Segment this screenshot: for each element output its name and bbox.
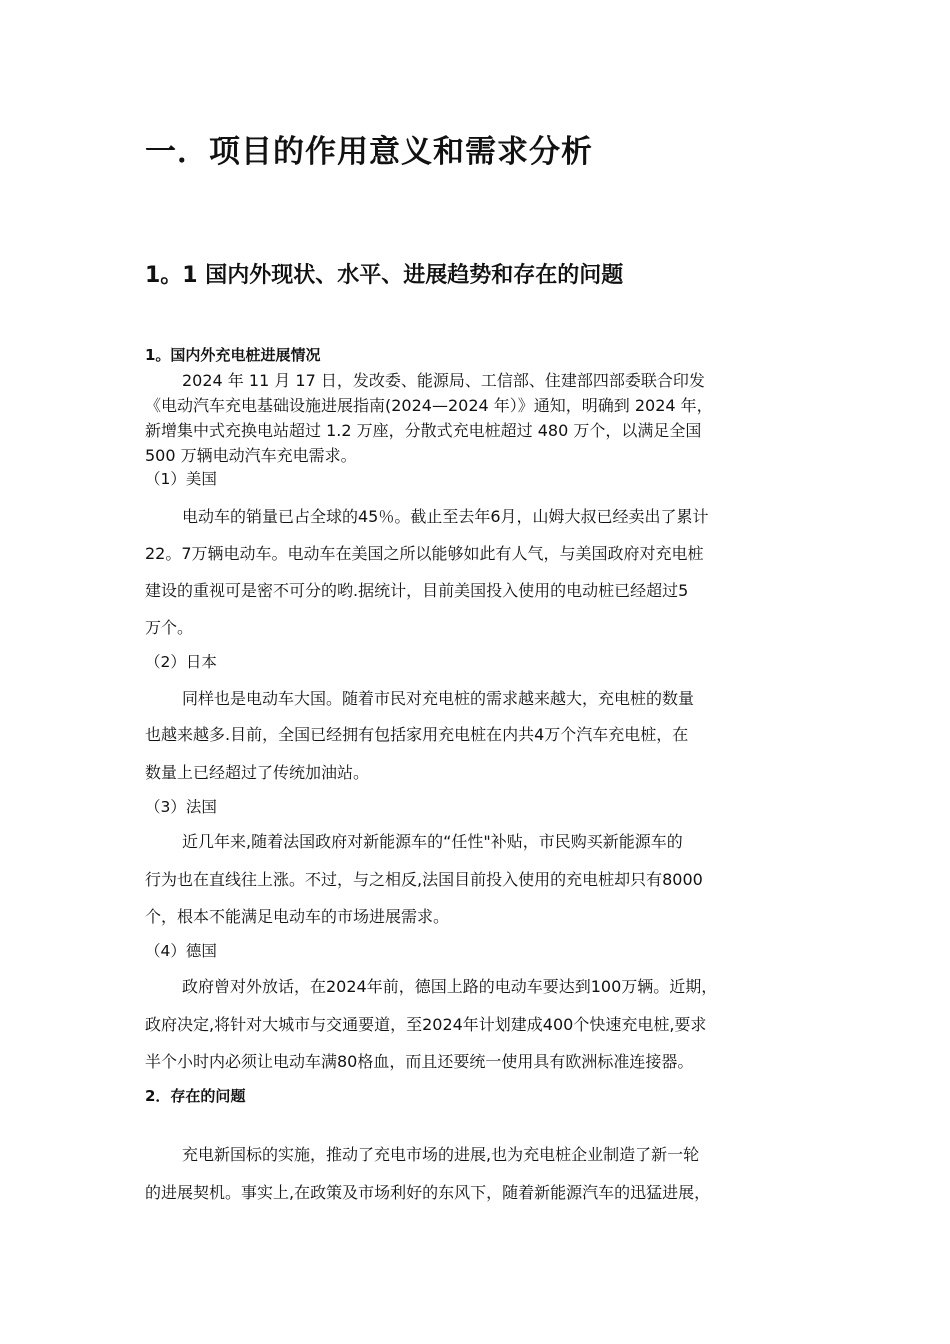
intro-line: 新增集中式充换电站超过 1.2 万座，分散式充电桩超过 480 万个，以满足全国 (145, 421, 702, 440)
chapter-title: 一．项目的作用意义和需求分析 (145, 134, 593, 170)
usa-paragraph-line: 建设的重视可是密不可分的哟.据统计，目前美国投入使用的电动桩已经超过5 (145, 581, 689, 600)
japan-paragraph-line: 同样也是电动车大国。随着市民对充电桩的需求越来越大，充电桩的数量 (182, 689, 695, 708)
germany-paragraph-line: 半个小时内必须让电动车满80格血，而且还要统一使用具有欧洲标准连接器。 (145, 1052, 694, 1071)
germany-paragraph-line: 政府决定,将针对大城市与交通要道，至2024年计划建成400个快速充电桩,要求 (145, 1015, 707, 1034)
problems-paragraph-line: 的进展契机。事实上,在政策及市场利好的东风下，随着新能源汽车的迅猛进展， (145, 1183, 711, 1202)
subsection-title-problems: 2．存在的问题 (145, 1087, 246, 1105)
france-paragraph-line: 行为也在直线往上涨。不过，与之相反,法国目前投入使用的充电桩却只有8000 (145, 870, 703, 889)
country-label-japan: （2）日本 (145, 653, 217, 671)
france-paragraph-line: 个，根本不能满足电动车的市场进展需求。 (145, 907, 450, 926)
japan-paragraph-line: 数量上已经超过了传统加油站。 (145, 763, 370, 782)
country-label-germany: （4）德国 (145, 942, 217, 960)
intro-line: 《电动汽车充电基础设施进展指南(2024—2024 年）》通知，明确到 2024 年， (145, 396, 713, 415)
germany-paragraph-line: 政府曾对外放话，在2024年前，德国上路的电动车要达到100万辆。近期， (182, 977, 718, 996)
france-paragraph-line: 近几年来,随着法国政府对新能源车的“任性"补贴，市民购买新能源车的 (182, 832, 683, 851)
section-title: 1。1 国内外现状、水平、进展趋势和存在的问题 (145, 263, 624, 288)
usa-paragraph-line: 22。7万辆电动车。电动车在美国之所以能够如此有人气，与美国政府对充电桩 (145, 544, 704, 563)
usa-paragraph-line: 万个。 (145, 618, 194, 637)
problems-paragraph-line: 充电新国标的实施，推动了充电市场的进展,也为充电桩企业制造了新一轮 (182, 1145, 700, 1164)
country-label-usa: （1）美国 (145, 470, 217, 488)
subsection-title-charging-progress: 1。国内外充电桩进展情况 (145, 346, 321, 364)
intro-line: 500 万辆电动汽车充电需求。 (145, 446, 357, 465)
japan-paragraph-line: 也越来越多.目前，全国已经拥有包括家用充电桩在内共4万个汽车充电桩，在 (145, 725, 689, 744)
intro-line: 2024 年 11 月 17 日，发改委、能源局、工信部、住建部四部委联合印发 (182, 371, 705, 390)
usa-paragraph-line: 电动车的销量已占全球的45％。截止至去年6月，山姆大叔已经卖出了累计 (182, 507, 709, 526)
country-label-france: （3）法国 (145, 798, 217, 816)
